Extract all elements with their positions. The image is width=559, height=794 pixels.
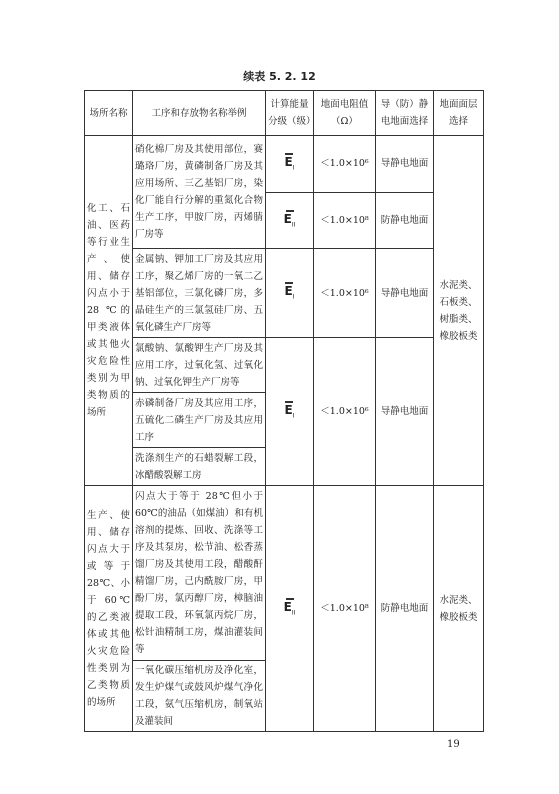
energy-level-icon: $E_{II}$ [283,599,296,617]
resistance-cell: ＜1.0×10⁶ [314,136,376,193]
process-cell: 洗涤剂生产的石蜡裂解工段，冰醋酸裂解工房 [133,448,266,486]
process-cell: 一氧化碳压缩机房及净化室，发生炉煤气或鼓风炉煤气净化工段，氨气压缩机房，制氧站及灌装间 [133,661,266,732]
table-title: 续表 5. 2. 12 [243,70,316,83]
resistance-cell: ＜1.0×10⁸ [314,192,376,249]
energy-level-cell [266,136,314,193]
floor-type-cell: 导静电地面 [376,338,434,486]
surface-layer-cell: 水泥类、橡胶板类 [434,486,484,732]
energy-level-icon: $E_{II}$ [283,211,296,228]
energy-level-cell [266,486,314,732]
header-surface-layer: 地面面层选择 [434,91,484,136]
table-row [85,338,484,393]
energy-level-icon: $E_I$ [284,284,295,301]
energy-level-icon: $E_I$ [284,402,295,420]
floor-type-cell: 防静电地面 [376,192,434,249]
resistance-cell: ＜1.0×10⁶ [314,249,376,338]
floor-type-cell: 防静电地面 [376,486,434,732]
table-row [85,136,484,193]
process-cell: 赤磷制备厂房及其应用工序，五硫化二磷生产厂房及其应用工序 [133,393,266,448]
header-process: 工序和存放物名称举例 [133,91,266,136]
header-resistance: 地面电阻值（Ω） [314,91,376,136]
process-cell: 金属钠、钾加工厂房及其应用工序，聚乙烯厂房的一氧二乙基铝部位，三氯化磷厂房，多晶硅生产的三氯氢硅厂房、五氧化磷生产厂房等 [133,249,266,338]
floor-type-cell: 导静电地面 [376,136,434,193]
table-row [85,249,484,338]
place-cell: 化工、石油、医药等行业生产、使用、储存闪点小于28 ℃的甲类液体或其他火灾危险性类别为甲类物质的场所 [85,136,133,486]
header-floor-type: 导（防）静电地面选择 [376,91,434,136]
process-cell: 氯酸钠、氯酸钾生产厂房及其应用工序，过氧化氢、过氧化钠、过氧化钾生产厂房等 [133,338,266,393]
resistance-cell: ＜1.0×10⁸ [314,486,376,732]
energy-level-cell [266,338,314,486]
energy-level-cell [266,249,314,338]
header-energy-level: 计算能量分级（级） [266,91,314,136]
floor-selection-table [84,90,484,732]
floor-type-cell: 导静电地面 [376,249,434,338]
header-place: 场所名称 [85,91,133,136]
place-cell: 生产、使用、储存闪点大于或等于28℃、小于 60℃的乙类液体或其他火灾危险性类别为乙类物质的场所 [85,486,133,732]
energy-level-icon: $E_I$ [284,155,295,172]
table-row [85,486,484,661]
surface-layer-cell: 水泥类、石板类、树脂类、橡胶板类 [434,136,484,486]
header-row [85,91,484,136]
resistance-cell: ＜1.0×10⁶ [314,338,376,486]
process-cell: 闪点大于等于 28℃但小于60℃的油品（如煤油）和有机溶剂的提炼、回收、洗涤等工序及其泵房，松节油、松香蒸馏厂房及其使用工段，醋酸酐精馏厂房，己内酰胺厂房，甲酚厂房，氯丙醇厂房，樟脑油提取工段，环氧氯丙烷厂房，松针油精制工房，煤油灌装间等 [133,486,266,661]
process-cell: 硝化棉厂房及其使用部位，赛璐珞厂房，黄磷制备厂房及其应用场所、三乙基铝厂房，染化厂能自行分解的重氮化合物生产工序，甲胺厂房，丙烯腈厂房等 [133,136,266,249]
page-number: 19 [447,739,460,750]
energy-level-cell [266,192,314,249]
